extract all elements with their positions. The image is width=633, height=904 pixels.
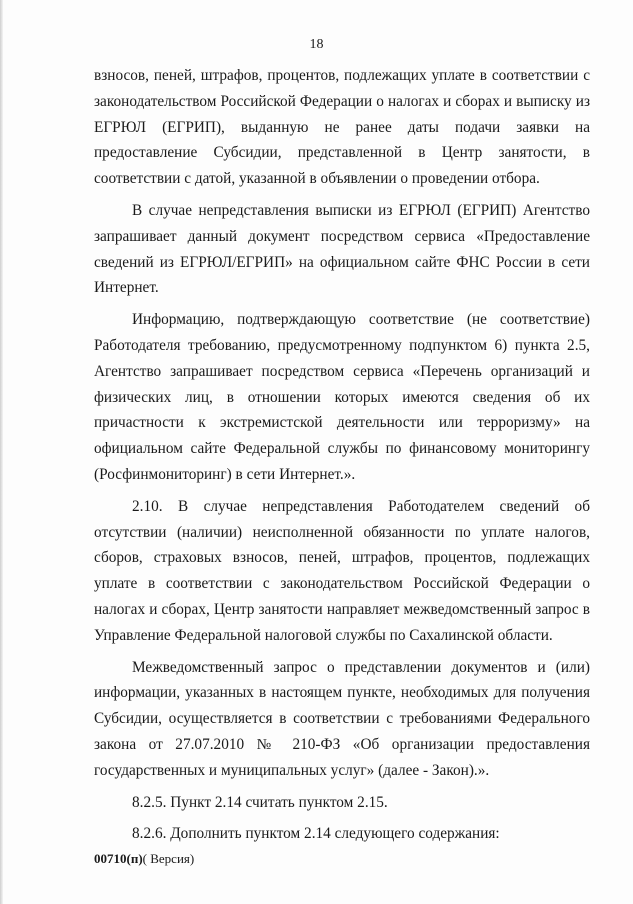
document-footer [94,851,194,867]
document-body [94,63,590,847]
paragraph-rosfinmonitoring: Информацию, подтверждающую соответствие (не соответствие) Работодателя требованию, предусмотренному подпунктом 6) пункта 2.5, Агентство запрашивает посредством сервиса «Перечень организаций и физических лиц, в отношении которых имеются сведения об их причастности к экстремистской деятельности или терроризму» на официальном сайте Федеральной службы по финансовому мониторингу (Росфинмониторинг) в сети Интернет.». [94,311,590,483]
paragraph-2-10: 2.10. В случае непредставления Работодателем сведений об отсутствии (наличии) неисполненной обязанности по уплате налогов, сборов, страховых взносов, пеней, штрафов, процентов, подлежащих уплате в соответствии с законодательством Российской Федерации о налогах и сборах, Центр занятости направляет межведомственный запрос в Управление Федеральной налоговой службы по Сахалинской области. [94,497,590,644]
paragraph-8-2-5: 8.2.5. Пункт 2.14 считать пунктом 2.15. [132,793,388,811]
paragraph-8-2-6: 8.2.6. Дополнить пунктом 2.14 следующего содержания: [132,825,500,843]
document-version: ( Версия) [142,851,195,866]
page-edge-shadow [0,0,3,904]
paragraph-interagency-request: Межведомственный запрос о представлении документов и (или) информации, указанных в настоящем пункте, необходимых для получения Субсидии, осуществляется в соответствии с требованиями Федерального закона от 27.07.2010 № 210-ФЗ «Об организации предоставления государственных и муниципальных услуг» (далее - Закон).». [94,658,590,779]
document-code: 00710(п) [94,851,143,866]
paragraph-continuation: взносов, пеней, штрафов, процентов, подлежащих уплате в соответствии с законодательством Российской Федерации о налогах и сборах и выписку из ЕГРЮЛ (ЕГРИП), выданную не ранее даты подачи заявки на предоставление Субсидии, представленной в Центр занятости, в соответствии с датой, указанной в объявлении о проведении отбора. [94,67,590,188]
paragraph-egrul-request: В случае непредставления выписки из ЕГРЮЛ (ЕГРИП) Агентство запрашивает данный документ посредством сервиса «Предоставление сведений из ЕГРЮЛ/ЕГРИП» на официальном сайте ФНС России в сети Интернет. [94,201,590,297]
page-number: 18 [309,37,324,52]
